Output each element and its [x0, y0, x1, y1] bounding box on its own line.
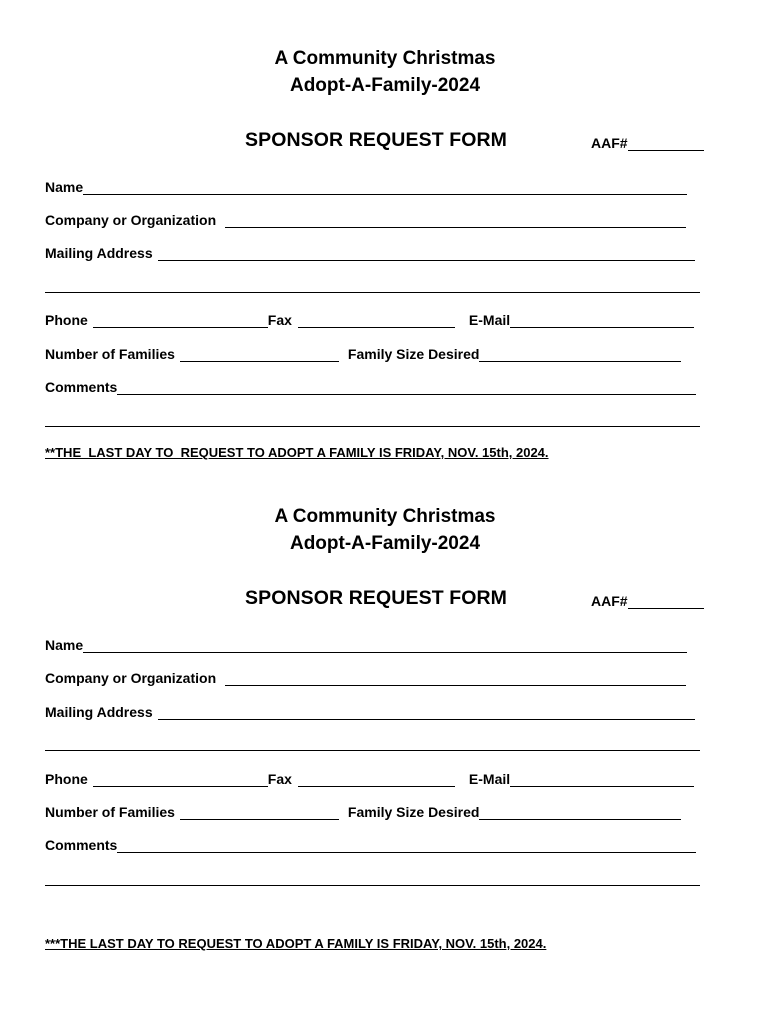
num-families-field[interactable]	[180, 347, 339, 362]
form-subtitle: Adopt-A-Family-2024	[289, 75, 481, 96]
comments-field[interactable]	[117, 838, 696, 853]
email-field[interactable]	[510, 772, 694, 787]
phone-field[interactable]	[93, 313, 268, 328]
company-label: Company or Organization	[45, 212, 217, 228]
form-heading: SPONSOR REQUEST FORM	[245, 129, 508, 151]
comments-field-line2[interactable]	[45, 426, 700, 427]
name-field[interactable]	[83, 180, 687, 195]
aaf-field[interactable]	[628, 135, 704, 151]
form-title: A Community Christmas	[274, 48, 496, 69]
phone-field[interactable]	[93, 772, 268, 787]
fax-label: Fax	[267, 312, 292, 328]
comments-row	[45, 835, 696, 853]
company-label: Company or Organization	[45, 670, 217, 686]
mailing-field[interactable]	[158, 246, 695, 261]
contact-row	[45, 769, 694, 787]
fax-field[interactable]	[298, 313, 455, 328]
families-row	[45, 344, 681, 362]
email-label: E-Mail	[468, 312, 511, 328]
aaf-label: AAF#	[591, 593, 628, 609]
mailing-label: Mailing Address	[45, 704, 153, 720]
num-families-label: Number of Families	[45, 804, 175, 820]
name-label: Name	[45, 637, 84, 653]
name-row	[45, 635, 687, 653]
comments-row	[45, 377, 696, 395]
contact-row	[45, 310, 694, 328]
mailing-field-line2[interactable]	[45, 292, 700, 293]
name-row	[45, 177, 687, 195]
company-field[interactable]	[225, 671, 686, 686]
family-size-label: Family Size Desired	[347, 804, 480, 820]
fax-label: Fax	[267, 771, 292, 787]
family-size-field[interactable]	[479, 347, 681, 362]
mailing-row	[45, 702, 695, 720]
mailing-row	[45, 243, 695, 261]
name-field[interactable]	[83, 638, 687, 653]
company-row	[45, 668, 686, 686]
fax-field[interactable]	[298, 772, 455, 787]
aaf-number	[591, 135, 704, 151]
family-size-label: Family Size Desired	[347, 346, 480, 362]
aaf-field[interactable]	[628, 593, 704, 609]
mailing-field-line2[interactable]	[45, 750, 700, 751]
comments-field[interactable]	[117, 380, 696, 395]
mailing-label: Mailing Address	[45, 245, 153, 261]
comments-field-line2[interactable]	[45, 885, 700, 886]
aaf-number	[591, 593, 704, 609]
mailing-field[interactable]	[158, 705, 695, 720]
name-label: Name	[45, 179, 84, 195]
form-subtitle: Adopt-A-Family-2024	[289, 533, 481, 554]
form-heading: SPONSOR REQUEST FORM	[245, 587, 508, 609]
company-row	[45, 210, 686, 228]
num-families-field[interactable]	[180, 805, 339, 820]
phone-label: Phone	[45, 312, 88, 328]
aaf-label: AAF#	[591, 135, 628, 151]
email-label: E-Mail	[468, 771, 511, 787]
family-size-field[interactable]	[479, 805, 681, 820]
deadline-notice: ***THE LAST DAY TO REQUEST TO ADOPT A FAMILY IS FRIDAY, NOV. 15th, 2024.	[45, 936, 547, 951]
sponsor-form-1	[0, 0, 770, 460]
families-row	[45, 802, 681, 820]
comments-label: Comments	[45, 379, 118, 395]
phone-label: Phone	[45, 771, 88, 787]
company-field[interactable]	[225, 213, 686, 228]
comments-label: Comments	[45, 837, 118, 853]
num-families-label: Number of Families	[45, 346, 175, 362]
email-field[interactable]	[510, 313, 694, 328]
form-title: A Community Christmas	[274, 506, 496, 527]
sponsor-form-2	[0, 458, 770, 951]
deadline-notice: **THE LAST DAY TO REQUEST TO ADOPT A FAMILY IS FRIDAY, NOV. 15th, 2024.	[45, 445, 549, 460]
